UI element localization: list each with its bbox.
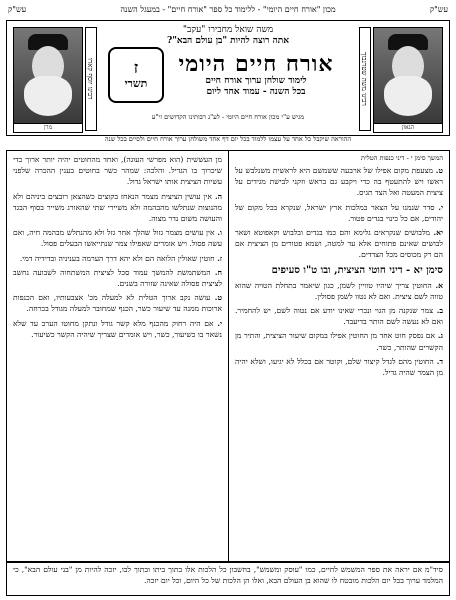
left-column-paragraph	[13, 292, 222, 314]
column-left	[7, 151, 228, 561]
top-strip-center: מכון "אורח חיים היומי" - ללימוד כל ספר "אורח חיים" - במעגל השנה	[120, 5, 336, 14]
portrait-right	[373, 27, 443, 133]
left-column-paragraph-text: אין עושים מצמר גזול שהלך אחר גזל ולא מהנתלש מבהמה חיה, ואם עשה פסול. ויש אומרים שאפילו צמר שנתייאשו הבעלים פסול.	[13, 228, 222, 249]
left-column-paragraph-number: ז.	[214, 253, 222, 263]
right-column-paragraph-number: ב.	[433, 306, 443, 316]
right-column-paragraph-number: א.	[431, 280, 443, 290]
right-column-paragraph-text: מצעפת מקום אפילו של ארבעה ששמשם היא לראשית משנלבש על ראשו ויש להתעטף בה כדי ויקבע גם בראש וזקני לבישת מגידים על ציצית המעטה ואל הצד תגיס.	[235, 166, 443, 198]
main-title-block	[164, 52, 348, 98]
left-column-paragraph	[13, 191, 222, 225]
column-right-header	[235, 154, 443, 163]
left-column-paragraph-text: אין עושין הציצית מצמר הנאחז בקוצים כשהצאן רובצים ביניהם ולא מהנוצות שנתלשו מהבהמה ולא משיירי שתי שהאורג משייר בסוף הבגד והעושה משום נדר מצוה.	[13, 191, 222, 224]
left-column-paragraph-text: מן העששית (הוא מפרשי העוגה), ואחד מהחוטים יהיה יותר ארוך כדי שיכרוך בו הגדיל. והלכה: שמהר כשר בחוטים בענין ההכרה שלפני עשיות הציצית אותו ישראל גדול.	[13, 155, 222, 187]
right-column-paragraph	[235, 202, 443, 224]
vertical-name-right: רבינו משה שטרנבוך	[359, 27, 371, 131]
left-column-paragraph-number: ה.	[211, 191, 222, 201]
notice-line: ההוראה שיקבל כל אחד על עצמו ללמוד בכל יום דף אחד משולחן ערוך אורח חיים ולסיים בכל שנה	[104, 136, 352, 143]
left-column-paragraph-number: ו.	[214, 228, 222, 238]
right-column-paragraph	[235, 165, 443, 199]
right-column-paragraph-text: סדר שנמנו על הצאר במלכות ארץ ישראל, שנקרא בכל מקום של יהודים, אם כל כינוי בגדים פטור.	[235, 202, 443, 223]
header-quote: משה שואל מחבירו "עקב"	[182, 25, 274, 35]
left-column-paragraph-text: אם היה רחוק מהכנף מלא קשר גודל ונתקן מחוטו הערב עד שלא נשאר בו כשיעור, כשר, ויש אומרים שצריך שיהיה הקשר כשיעור.	[13, 318, 222, 339]
content-columns	[6, 150, 450, 562]
right-column-paragraph-number: ג.	[435, 331, 443, 341]
left-column-paragraph	[13, 253, 222, 264]
portrait-right-caption: הגאון	[374, 123, 442, 132]
left-column-paragraph-text: עושה נקב ארוך הטלית לא למעלה מכ' אצבעותיו, ואם הכנפות ארוכות ממנה עד שיעור כשר, הכנף שמחובר למעלה מגודל בכרחה.	[13, 293, 222, 314]
right-column-paragraph-number: ד.	[433, 356, 443, 366]
left-column-paragraph	[13, 227, 222, 249]
right-column-paragraph-text: החוטין מהם לגדל קיצור שלם, וקוטר אם בכלל לא יגיעו, ושלא יהיה מן הצמר שהיה גדיל.	[235, 356, 443, 378]
right-column-paragraph	[235, 280, 443, 302]
right-column-paragraph-text: מלבושים שנקראים גלימא והם כמו בגדים ובלבוש וקאפוטא ושאר לבושים שאינם פתוחים אלא עד למטה, ושמא פטורים מן הציצית אם הם רק מכוסים מכל הצדדים.	[235, 228, 443, 260]
portrait-left	[13, 27, 83, 133]
left-column-paragraph-number: ט.	[210, 293, 223, 303]
column-right-head-right: המשך סימן י - דיני כנפות הטלית	[361, 154, 443, 162]
left-column-paragraph-number: י.	[213, 318, 223, 328]
right-column-paragraph-number: י.	[434, 202, 443, 212]
subtitle-2: בכל השנה - עמוד אחד ליום	[206, 87, 306, 97]
subtitle-1: לימוד שולחן ערוך אורח חיים	[205, 76, 307, 86]
right-column-paragraph-text: אם נפסק חוט אחד מן החוטין אפילו במקום שיעור הציצית, והתיר מן הקשרים שהותר, כשר.	[235, 331, 443, 352]
header-banner	[6, 20, 450, 136]
day-number: ז	[133, 58, 139, 77]
right-column-siman-heading: סימן יא - דיני חוטי הציצית, ובו ט"ו סעיפים	[271, 264, 443, 276]
right-column-paragraph-text: צמר שנקנה מן הגוי ונכרי שאינו יודע אם נטוה לשם, יש להחמיר. ואם לא נעשה לשם הותר בדיעבד.	[235, 306, 443, 327]
column-right	[228, 151, 449, 561]
right-column-paragraph-number: יא.	[430, 228, 443, 238]
portrait-left-caption: מרן	[14, 123, 82, 132]
left-column-paragraph-text: המשתמשת להמשך עמוד סכל לציצית המשתחוה לשבועה נחשב לציצית פסולה שאינה שזורה בשנים.	[13, 267, 222, 289]
right-column-paragraph-number: ט.	[432, 166, 443, 175]
header-subline: מגיש ע"י מכון אורח חיים היומי - לע"נ רבותינו הקדושים זי"ע	[151, 113, 305, 121]
vertical-name-left: רבינו יוסף קארו	[85, 27, 97, 131]
right-column-paragraph	[235, 305, 443, 327]
left-column-paragraph	[13, 318, 222, 340]
left-column-paragraph	[13, 267, 222, 289]
left-column-paragraph	[13, 154, 222, 188]
right-column-paragraph-text: החוטין צריך שיהיו טוויין לשמן, כגון שיאמר בתחלת הטויה שהוא טווה לשם ציצית. ואם לא נטוו לשמן פסולין.	[235, 280, 443, 301]
right-column-paragraph	[235, 356, 443, 378]
right-column-paragraph	[235, 227, 443, 261]
right-column-paragraph	[235, 330, 443, 352]
top-strip	[0, 0, 456, 20]
top-strip-left: עש"ק	[8, 5, 27, 14]
date-emblem	[108, 47, 164, 103]
logo	[108, 49, 348, 101]
footer-text: סיד"מ אם יראה את ספר המשמש לחיים, כמו "עוסק ומשמש", בחשבון כל הלכות אלו בתוך ביתו ובתוך לבו, יזכה להיות מן "בני עולם הבא", כי המלמד ערוך בכל יום הלכות מובטח לו שהוא בן העולם הבא, ואלו הן הלכות של כל היום, וכל יום יזכה.	[6, 562, 450, 596]
header-slogan: אתה רוצה להיות "בן עולם הבא"?	[166, 36, 290, 46]
main-title: אורח חיים היומי	[178, 51, 334, 77]
top-strip-right: עש"ק	[429, 5, 448, 14]
left-column-paragraph-number: ח.	[210, 267, 222, 277]
month-name: תשרי	[124, 77, 148, 90]
left-column-paragraph-text: חוטין שאולין הלואה הם ולא יהא דרך הערמה בעניניה ובדידיה דמי.	[19, 253, 215, 263]
